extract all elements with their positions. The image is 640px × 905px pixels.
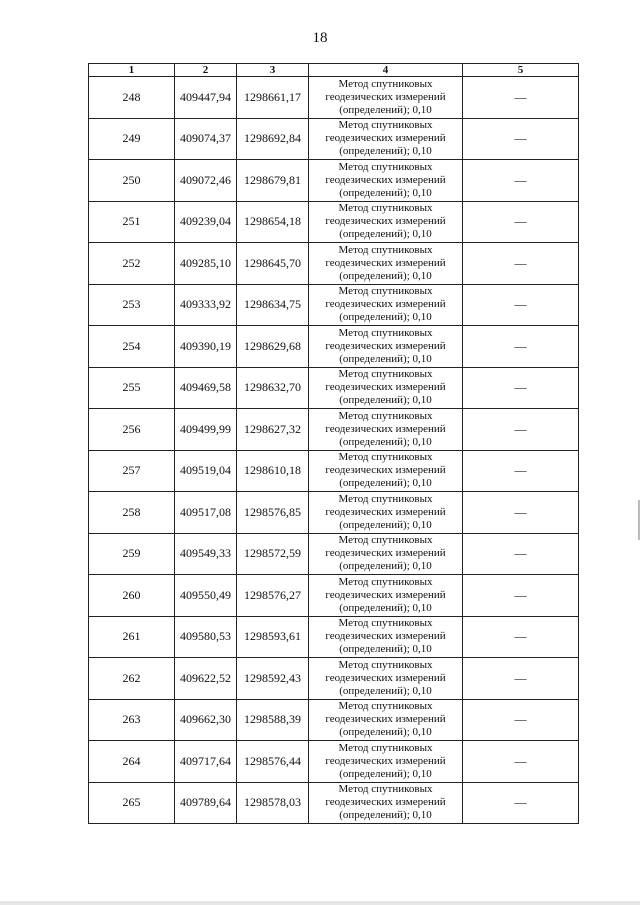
method-cell [309, 616, 463, 658]
method-cell [309, 782, 463, 824]
point-number-cell: 256 [89, 409, 175, 451]
coordinates-table [88, 63, 579, 824]
note-cell: — [463, 699, 579, 741]
table-header [89, 64, 579, 77]
y-coordinate-cell: 1298629,68 [237, 326, 309, 368]
method-line: Метод спутниковых [338, 409, 433, 422]
note-cell: — [463, 284, 579, 326]
method-line: геодезических измерений [325, 381, 446, 394]
point-number-cell: 251 [89, 201, 175, 243]
y-coordinate-cell: 1298588,39 [237, 699, 309, 741]
point-number-cell: 262 [89, 658, 175, 700]
method-line: (определений); 0,10 [339, 186, 432, 199]
y-coordinate-cell: 1298576,27 [237, 575, 309, 617]
table-row [89, 741, 579, 783]
x-coordinate-cell: 409622,52 [175, 658, 237, 700]
table-row [89, 616, 579, 658]
point-number-cell: 257 [89, 450, 175, 492]
note-cell: — [463, 492, 579, 534]
method-line: Метод спутниковых [338, 534, 433, 547]
x-coordinate-cell: 409662,30 [175, 699, 237, 741]
method-line: (определений); 0,10 [339, 601, 432, 614]
method-line: (определений); 0,10 [339, 767, 432, 780]
method-line: Метод спутниковых [338, 492, 433, 505]
method-line: (определений); 0,10 [339, 352, 432, 365]
method-line: Метод спутниковых [338, 368, 433, 381]
y-coordinate-cell: 1298661,17 [237, 77, 309, 119]
method-line: Метод спутниковых [338, 658, 433, 671]
y-coordinate-cell: 1298576,44 [237, 741, 309, 783]
note-cell: — [463, 118, 579, 160]
point-number-cell: 248 [89, 77, 175, 119]
x-coordinate-cell: 409717,64 [175, 741, 237, 783]
method-line: геодезических измерений [325, 298, 446, 311]
method-cell [309, 741, 463, 783]
y-coordinate-cell: 1298632,70 [237, 367, 309, 409]
x-coordinate-cell: 409550,49 [175, 575, 237, 617]
table-row [89, 367, 579, 409]
x-coordinate-cell: 409447,94 [175, 77, 237, 119]
x-coordinate-cell: 409333,92 [175, 284, 237, 326]
method-line: геодезических измерений [325, 90, 446, 103]
method-line: геодезических измерений [325, 630, 446, 643]
table-row [89, 118, 579, 160]
method-line: Метод спутниковых [338, 741, 433, 754]
method-cell [309, 450, 463, 492]
scan-bottom-edge [0, 901, 640, 905]
method-line: геодезических измерений [325, 505, 446, 518]
method-cell [309, 326, 463, 368]
x-coordinate-cell: 409239,04 [175, 201, 237, 243]
method-cell [309, 284, 463, 326]
note-cell: — [463, 658, 579, 700]
note-cell: — [463, 450, 579, 492]
column-header-1: 1 [89, 64, 175, 77]
method-cell [309, 160, 463, 202]
note-cell: — [463, 616, 579, 658]
point-number-cell: 249 [89, 118, 175, 160]
x-coordinate-cell: 409517,08 [175, 492, 237, 534]
table-row [89, 160, 579, 202]
point-number-cell: 258 [89, 492, 175, 534]
method-cell [309, 243, 463, 285]
y-coordinate-cell: 1298572,59 [237, 533, 309, 575]
method-line: геодезических измерений [325, 256, 446, 269]
x-coordinate-cell: 409499,99 [175, 409, 237, 451]
x-coordinate-cell: 409074,37 [175, 118, 237, 160]
y-coordinate-cell: 1298592,43 [237, 658, 309, 700]
method-line: (определений); 0,10 [339, 643, 432, 656]
point-number-cell: 253 [89, 284, 175, 326]
y-coordinate-cell: 1298679,81 [237, 160, 309, 202]
table-body [89, 77, 579, 824]
point-number-cell: 264 [89, 741, 175, 783]
table-row [89, 782, 579, 824]
note-cell: — [463, 409, 579, 451]
method-line: геодезических измерений [325, 713, 446, 726]
method-line: Метод спутниковых [338, 783, 433, 796]
method-cell [309, 409, 463, 451]
table-row [89, 699, 579, 741]
x-coordinate-cell: 409072,46 [175, 160, 237, 202]
y-coordinate-cell: 1298576,85 [237, 492, 309, 534]
method-line: геодезических измерений [325, 588, 446, 601]
method-cell [309, 367, 463, 409]
method-cell [309, 201, 463, 243]
x-coordinate-cell: 409549,33 [175, 533, 237, 575]
point-number-cell: 254 [89, 326, 175, 368]
method-line: Метод спутниковых [338, 77, 433, 90]
point-number-cell: 261 [89, 616, 175, 658]
point-number-cell: 252 [89, 243, 175, 285]
y-coordinate-cell: 1298692,84 [237, 118, 309, 160]
method-line: геодезических измерений [325, 671, 446, 684]
method-line: Метод спутниковых [338, 202, 433, 215]
method-line: (определений); 0,10 [339, 103, 432, 116]
method-line: геодезических измерений [325, 132, 446, 145]
y-coordinate-cell: 1298578,03 [237, 782, 309, 824]
method-cell [309, 77, 463, 119]
method-line: Метод спутниковых [338, 700, 433, 713]
note-cell: — [463, 782, 579, 824]
x-coordinate-cell: 409789,64 [175, 782, 237, 824]
point-number-cell: 263 [89, 699, 175, 741]
table-row [89, 533, 579, 575]
method-line: Метод спутниковых [338, 617, 433, 630]
method-line: геодезических измерений [325, 464, 446, 477]
method-line: геодезических измерений [325, 422, 446, 435]
method-line: (определений); 0,10 [339, 394, 432, 407]
method-line: (определений); 0,10 [339, 311, 432, 324]
note-cell: — [463, 77, 579, 119]
method-line: (определений); 0,10 [339, 145, 432, 158]
method-line: Метод спутниковых [338, 451, 433, 464]
method-cell [309, 118, 463, 160]
method-line: геодезических измерений [325, 796, 446, 809]
method-line: (определений); 0,10 [339, 269, 432, 282]
x-coordinate-cell: 409469,58 [175, 367, 237, 409]
method-line: (определений); 0,10 [339, 560, 432, 573]
table-row [89, 77, 579, 119]
y-coordinate-cell: 1298610,18 [237, 450, 309, 492]
method-line: Метод спутниковых [338, 160, 433, 173]
note-cell: — [463, 575, 579, 617]
note-cell: — [463, 243, 579, 285]
point-number-cell: 265 [89, 782, 175, 824]
point-number-cell: 255 [89, 367, 175, 409]
method-line: (определений); 0,10 [339, 518, 432, 531]
note-cell: — [463, 326, 579, 368]
table-row [89, 243, 579, 285]
point-number-cell: 250 [89, 160, 175, 202]
table-row [89, 658, 579, 700]
method-line: Метод спутниковых [338, 243, 433, 256]
table-row [89, 326, 579, 368]
method-line: Метод спутниковых [338, 326, 433, 339]
page-number: 18 [312, 30, 328, 46]
x-coordinate-cell: 409285,10 [175, 243, 237, 285]
method-line: геодезических измерений [325, 173, 446, 186]
y-coordinate-cell: 1298627,32 [237, 409, 309, 451]
method-line: Метод спутниковых [338, 285, 433, 298]
method-cell [309, 533, 463, 575]
method-line: геодезических измерений [325, 215, 446, 228]
note-cell: — [463, 367, 579, 409]
x-coordinate-cell: 409580,53 [175, 616, 237, 658]
note-cell: — [463, 201, 579, 243]
method-line: геодезических измерений [325, 547, 446, 560]
y-coordinate-cell: 1298593,61 [237, 616, 309, 658]
note-cell: — [463, 533, 579, 575]
method-cell [309, 699, 463, 741]
y-coordinate-cell: 1298654,18 [237, 201, 309, 243]
column-header-4: 4 [309, 64, 463, 77]
note-cell: — [463, 160, 579, 202]
y-coordinate-cell: 1298634,75 [237, 284, 309, 326]
method-cell [309, 492, 463, 534]
table-row [89, 450, 579, 492]
column-header-5: 5 [463, 64, 579, 77]
method-cell [309, 575, 463, 617]
y-coordinate-cell: 1298645,70 [237, 243, 309, 285]
table-row [89, 575, 579, 617]
x-coordinate-cell: 409519,04 [175, 450, 237, 492]
column-header-3: 3 [237, 64, 309, 77]
method-cell [309, 658, 463, 700]
table-row [89, 492, 579, 534]
table-row [89, 409, 579, 451]
note-cell: — [463, 741, 579, 783]
method-line: (определений); 0,10 [339, 684, 432, 697]
point-number-cell: 260 [89, 575, 175, 617]
method-line: (определений); 0,10 [339, 228, 432, 241]
method-line: геодезических измерений [325, 339, 446, 352]
table-row [89, 201, 579, 243]
point-number-cell: 259 [89, 533, 175, 575]
method-line: Метод спутниковых [338, 119, 433, 132]
column-header-2: 2 [175, 64, 237, 77]
method-line: (определений); 0,10 [339, 477, 432, 490]
method-line: (определений); 0,10 [339, 435, 432, 448]
table-row [89, 284, 579, 326]
method-line: (определений); 0,10 [339, 726, 432, 739]
method-line: (определений); 0,10 [339, 809, 432, 822]
method-line: Метод спутниковых [338, 575, 433, 588]
method-line: геодезических измерений [325, 754, 446, 767]
x-coordinate-cell: 409390,19 [175, 326, 237, 368]
